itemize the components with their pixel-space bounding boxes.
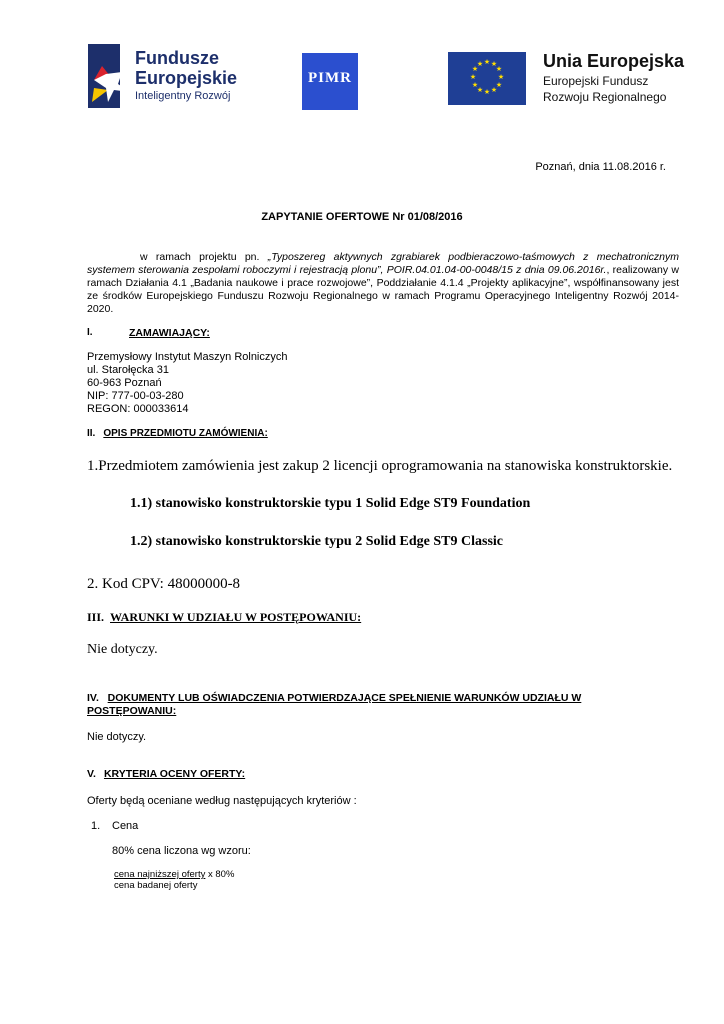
svg-text:★: ★ <box>495 65 503 73</box>
section-4-number: IV. <box>87 692 99 704</box>
orderer-address <box>87 351 288 416</box>
section-3-number: III. <box>87 610 105 624</box>
eu-stars-icon <box>448 52 526 105</box>
svg-text:★: ★ <box>476 86 484 94</box>
svg-text:★: ★ <box>471 65 479 73</box>
section-4-text: Nie dotyczy. <box>87 731 147 743</box>
section-1-heading: ZAMAWIAJĄCY: <box>129 327 210 339</box>
intro-prefix: w ramach projektu pn. <box>140 251 268 263</box>
criteria-intro: Oferty będą oceniane według następujących kryteriów : <box>87 795 357 807</box>
orderer-street: ul. Starołęcka 31 <box>87 364 169 376</box>
fundusze-europejskie-logo <box>88 44 248 108</box>
svg-text:★: ★ <box>490 60 498 68</box>
intro-paragraph <box>87 251 679 316</box>
order-subject: 1.Przedmiotem zamówienia jest zakup 2 licencji oprogramowania na stanowiska konstruktorskie. <box>87 458 673 474</box>
orderer-name: Przemysłowy Instytut Maszyn Rolniczych <box>87 351 288 363</box>
orderer-city: 60-963 Poznań <box>87 377 162 389</box>
section-5-number: V. <box>87 768 96 780</box>
eu-logo-line1: Unia Europejska <box>543 51 685 71</box>
svg-text:★: ★ <box>483 88 491 96</box>
eu-flag-icon <box>448 52 526 105</box>
fe-logo-line2: Europejskie <box>135 68 238 88</box>
svg-text:★: ★ <box>495 81 503 89</box>
svg-text:★: ★ <box>471 81 479 89</box>
section-3-label: WARUNKI W UDZIAŁU W POSTĘPOWANIU: <box>110 610 362 624</box>
place-date: Poznań, dnia 11.08.2016 r. <box>535 161 666 173</box>
criterion-name: Cena <box>112 820 139 832</box>
document-title: ZAPYTANIE OFERTOWE Nr 01/08/2016 <box>261 211 463 223</box>
eu-logo-line2: Europejski Fundusz <box>543 74 649 88</box>
workstation-type-1: 1.1) stanowisko konstruktorskie typu 1 Solid Edge ST9 Foundation <box>130 496 531 511</box>
pimr-logo-text: PIMR <box>308 70 352 86</box>
section-4-label: DOKUMENTY LUB OŚWIADCZENIA POTWIERDZAJĄCE SPEŁNIENIE WARUNKÓW UDZIAŁU W POSTĘPOWANIU: <box>87 692 582 717</box>
section-2-label: OPIS PRZEDMIOTU ZAMÓWIENIA: <box>103 428 268 439</box>
section-5-heading <box>87 768 245 780</box>
svg-text:★: ★ <box>497 73 505 81</box>
fe-logo-line1: Fundusze <box>135 48 219 68</box>
formula-multiplier: x 80% <box>205 869 235 880</box>
orderer-regon: REGON: 000033614 <box>87 403 189 415</box>
svg-text:★: ★ <box>490 86 498 94</box>
section-3-text: Nie dotyczy. <box>87 642 158 657</box>
section-4-heading <box>87 692 647 718</box>
intro-project-title: „Typoszereg aktywnych zgrabiarek podbieraczowo-taśmowych z mechatronicznym systemem sterowania zespołami roboczymi i rejestracją plonu”, POIR.04.01.04-00-0048/15 z dnia 09.06.2016r. <box>87 251 679 276</box>
pimr-logo <box>302 53 358 110</box>
section-2-heading <box>87 428 268 439</box>
formula-label: 80% cena liczona wg wzoru: <box>112 845 251 857</box>
section-5-label: KRYTERIA OCENY OFERTY: <box>103 768 246 780</box>
eu-logo-line3: Rozwoju Regionalnego <box>543 90 667 104</box>
fe-star-icon <box>88 44 132 108</box>
criterion-number: 1. <box>91 820 101 832</box>
section-3-heading <box>87 610 361 625</box>
svg-text:★: ★ <box>483 58 491 66</box>
cpv-code: 2. Kod CPV: 48000000-8 <box>87 576 241 592</box>
formula-numerator <box>114 869 234 880</box>
orderer-nip: NIP: 777-00-03-280 <box>87 390 184 402</box>
section-2-number: II. <box>87 428 96 439</box>
fe-logo-line3: Inteligentny Rozwój <box>135 90 231 102</box>
intro-rest: , realizowany w ramach Działania 4.1 „Badania naukowe i prace rozwojowe”, Poddziałanie 4.1.4 „Projekty aplikacyjne”, współfinansowany jest ze środków Europejskiego Funduszu Rozwoju Regionalnego w ramach Programu Operacyjnego Inteligentny Rozwój 2014-2020. <box>87 264 679 315</box>
formula-denominator: cena badanej oferty <box>114 880 198 891</box>
svg-text:★: ★ <box>476 60 484 68</box>
workstation-type-2: 1.2) stanowisko konstruktorskie typu 2 Solid Edge ST9 Classic <box>130 534 504 549</box>
section-1-number: I. <box>87 327 93 338</box>
formula-numerator-text: cena najniższej oferty <box>114 869 206 880</box>
svg-text:★: ★ <box>469 73 477 81</box>
